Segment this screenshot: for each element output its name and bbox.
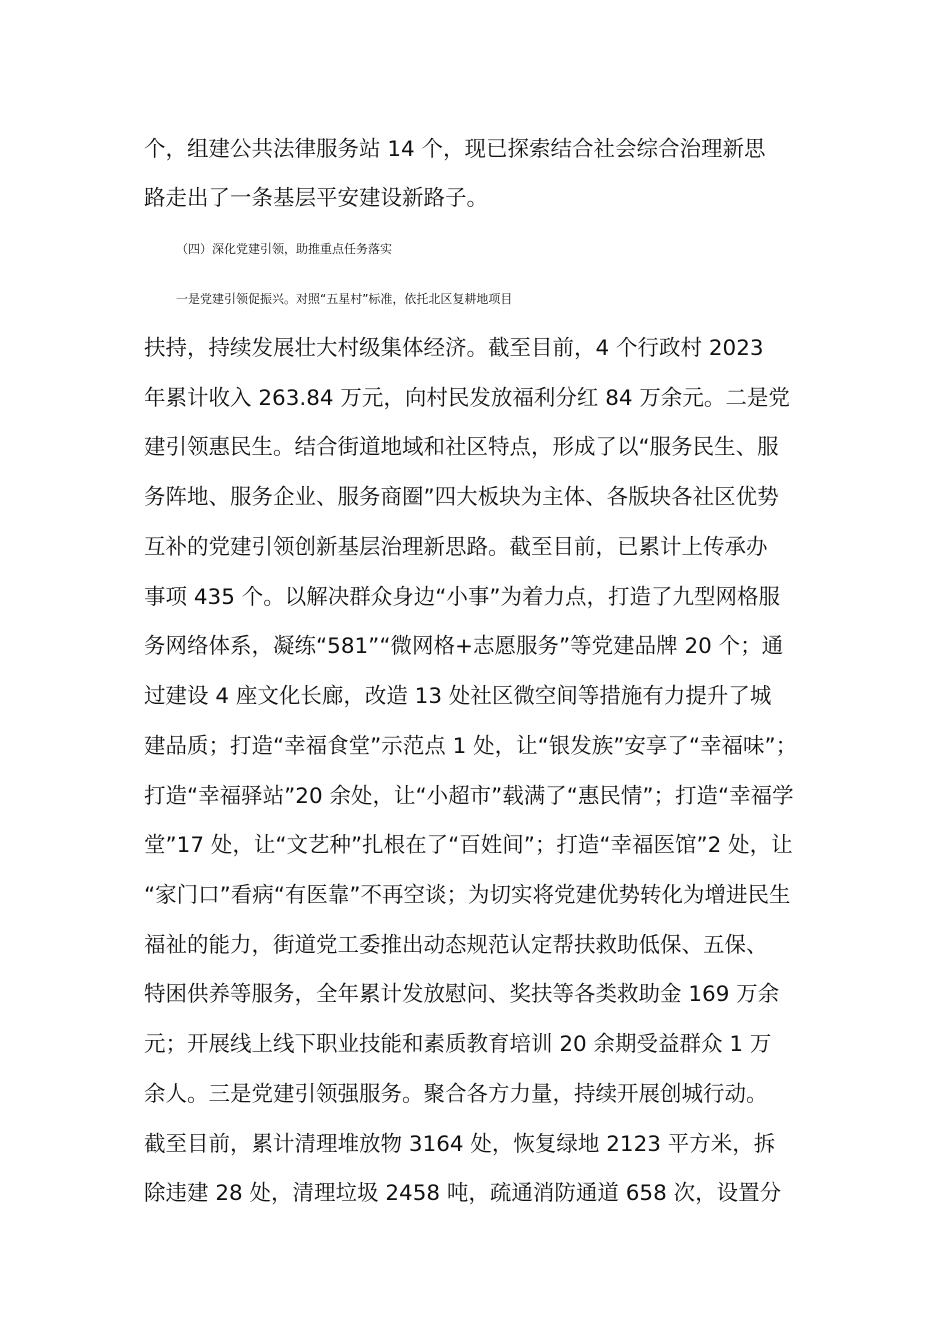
- text-line: 路走出了一条基层平安建设新路子。: [144, 186, 489, 211]
- text-line: 建引领惠民生。结合街道地域和社区特点，形成了以“服务民生、服: [144, 435, 779, 460]
- text-line: 扶持，持续发展壮大村级集体经济。截至目前，4 个行政村 2023: [144, 336, 764, 361]
- text-line: 特困供养等服务，全年累计发放慰问、奖扶等各类救助金 169 万余: [144, 982, 780, 1007]
- text-line: 务阵地、服务企业、服务商圈”四大板块为主体、各版块各社区优势: [144, 485, 779, 510]
- text-line: 截至目前，累计清理堆放物 3164 处，恢复绿地 2123 平方米，拆: [144, 1132, 776, 1157]
- text-line: 建品质；打造“幸福食堂”示范点 1 处，让“银发族”安享了“幸福味”；: [144, 734, 798, 759]
- text-line: 余人。三是党建引领强服务。聚合各方力量，持续开展创城行动。: [144, 1082, 768, 1107]
- text-line: 过建设 4 座文化长廊，改造 13 处社区微空间等措施有力提升了城: [144, 684, 772, 709]
- text-line: 互补的党建引领创新基层治理新思路。截至目前，已累计上传承办: [144, 535, 768, 560]
- text-line: 年累计收入 263.84 万元，向村民发放福利分红 84 万余元。二是党: [144, 386, 790, 411]
- text-line: 堂”17 处，让“文艺种”扎根在了“百姓间”；打造“幸福医馆”2 处，让: [144, 833, 793, 858]
- text-line: 一是党建引领促振兴。对照“五星村”标准，依托北区复耕地项目: [176, 292, 513, 306]
- text-line: 务网络体系，凝练“581”“微网格+志愿服务”等党建品牌 20 个；通: [144, 634, 784, 659]
- text-line: 打造“幸福驿站”20 余处，让“小超市”载满了“惠民情”；打造“幸福学: [144, 784, 794, 809]
- text-line: 个，组建公共法律服务站 14 个，现已探索结合社会综合治理新思: [144, 137, 766, 162]
- section-heading: （四）深化党建引领，助推重点任务落实: [176, 242, 393, 256]
- text-line: 除违建 28 处，清理垃圾 2458 吨，疏通消防通道 658 次，设置分: [144, 1181, 782, 1206]
- text-line: “家门口”看病“有医靠”不再空谈；为切实将党建优势转化为增进民生: [144, 883, 791, 908]
- text-line: 事项 435 个。以解决群众身边“小事”为着力点，打造了九型网格服: [144, 585, 780, 610]
- text-line: 福祉的能力，街道党工委推出动态规范认定帮扶救助低保、五保、: [144, 933, 768, 958]
- text-line: 元；开展线上线下职业技能和素质教育培训 20 余期受益群众 1 万: [144, 1032, 772, 1057]
